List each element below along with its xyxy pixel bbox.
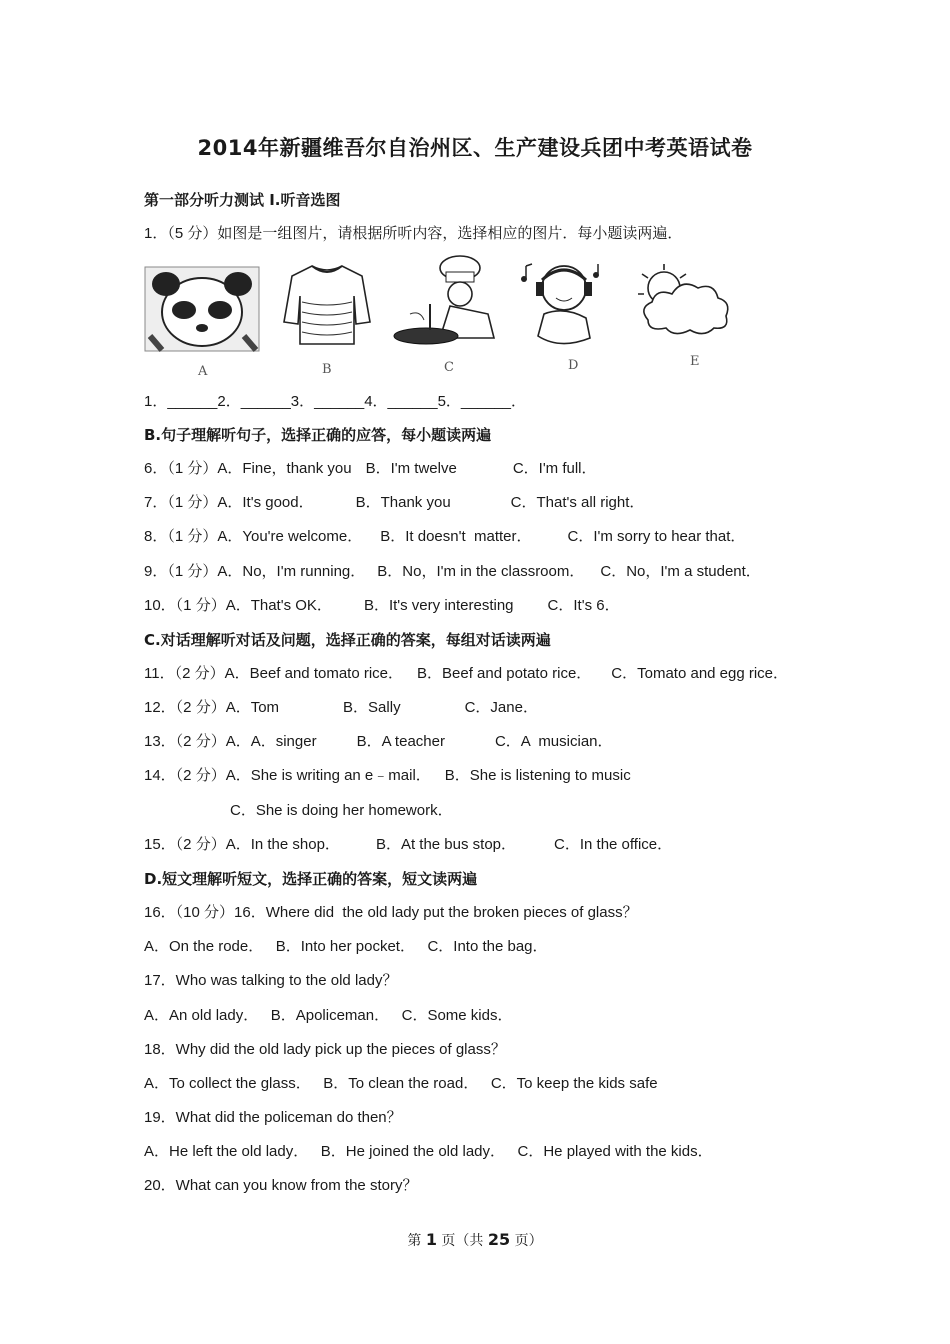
question-19: 19．What did the policeman do then？ (144, 1109, 402, 1126)
picture-label-b: B (322, 362, 332, 377)
footer-middle: 页（共 (436, 1233, 488, 1249)
option-c: C．In the office． (554, 836, 673, 853)
question-8 (144, 527, 745, 547)
picture-label-c: C (444, 360, 454, 375)
question-stem: 11．（2 分） (144, 665, 225, 682)
option-b: B．I'm twelve (365, 460, 457, 477)
footer-prefix: 第 (407, 1233, 426, 1249)
option-b: B．Thank you (355, 494, 451, 511)
answer-blanks: 1．______2．______3．______4．______5．______． (144, 393, 526, 410)
question-stem: 9．（1 分） (144, 563, 218, 580)
question-16-options: A．On the rode． B．Into her pocket． C．Into the bag． (144, 938, 548, 955)
option-b: B．Beef and potato rice． (417, 665, 592, 682)
option-b: B．She is listening to music (444, 767, 631, 784)
option-a: A．Beef and tomato rice． (224, 665, 404, 682)
section-heading-c: C.对话理解听对话及问题，选择正确的答案，每组对话读两遍 (144, 631, 551, 649)
option-b: B．It doesn't matter． (380, 528, 532, 545)
section-heading-b: B.句子理解听句子，选择正确的应答，每小题读两遍 (144, 426, 492, 444)
option-c: C．That's all right． (510, 494, 645, 511)
question-20: 20．What can you know from the story？ (144, 1177, 418, 1194)
option-b: B．It's very interesting (363, 597, 514, 614)
music-listener-icon (520, 258, 610, 350)
option-c: C．No，I'm a student． (600, 563, 761, 580)
option-a: A．A．singer (225, 733, 317, 750)
footer-suffix: 页） (510, 1233, 543, 1249)
question-stem: 12．（2 分） (144, 699, 226, 716)
question-stem: 14．（2 分） (144, 767, 226, 784)
question-7 (144, 493, 644, 513)
option-c: C．It's 6． (547, 597, 620, 614)
option-a: A．Fine，thank you (217, 460, 352, 477)
question-15 (144, 835, 672, 855)
question-16: 16．（10 分）16．Where did the old lady put the broken pieces of glass？ (144, 904, 638, 921)
section-heading-d: D.短文理解听短文，选择正确的答案，短文读两遍 (144, 870, 478, 888)
page-title: 2014年新疆维吾尔自治州区、生产建设兵团中考英语试卷 (197, 136, 753, 160)
option-a: A．It's good． (217, 494, 314, 511)
question-stem: 10．（1 分） (144, 597, 226, 614)
question-13 (144, 732, 613, 752)
question-19-options: A．He left the old lady． B．He joined the old lady． C．He played with the kids． (144, 1143, 713, 1160)
question-10 (144, 596, 620, 616)
page-footer (0, 1230, 950, 1250)
picture-label-d: D (568, 358, 579, 373)
option-b: B．A teacher (356, 733, 445, 750)
picture-label-a: A (198, 364, 208, 379)
option-a: A．In the shop． (225, 836, 340, 853)
option-c: C．A musician． (494, 733, 613, 750)
option-c: C．Tomato and egg rice． (611, 665, 789, 682)
question-18: 18．Why did the old lady pick up the pieces of glass？ (144, 1041, 506, 1058)
question-9 (144, 562, 761, 582)
chef-cooking-icon (390, 254, 500, 350)
option-b: B．Sally (343, 699, 401, 716)
question-6 (144, 459, 597, 479)
option-a: A．She is writing an e﹣mail． (225, 767, 431, 784)
option-b: B．At the bus stop． (375, 836, 517, 853)
panda-icon (144, 266, 260, 352)
question-17: 17．Who was talking to the old lady？ (144, 972, 398, 989)
option-a: A．That's OK． (225, 597, 332, 614)
section-heading-listening: 第一部分听力测试 I.听音选图 (144, 191, 341, 209)
picture-row (144, 254, 744, 380)
question-stem: 8．（1 分） (144, 528, 218, 545)
question-stem: 13．（2 分） (144, 733, 226, 750)
question-18-options: A．To collect the glass． B．To clean the road． C．To keep the kids safe (144, 1075, 658, 1092)
option-a: A．Tom (225, 699, 280, 716)
question-12 (144, 698, 538, 718)
question-stem: 7．（1 分） (144, 494, 218, 511)
option-a: A．You're welcome． (217, 528, 363, 545)
sun-cloud-icon (634, 264, 734, 340)
sweater-icon (282, 262, 372, 348)
option-a: A．No，I'm running． (217, 563, 366, 580)
option-c: C．I'm full． (512, 460, 597, 477)
question-stem: 15．（2 分） (144, 836, 226, 853)
page-total: 25 (487, 1230, 511, 1249)
page-number: 1 (425, 1230, 437, 1249)
question-1: 1．（5 分）如图是一组图片，请根据所听内容，选择相应的图片．每小题读两遍． (144, 225, 683, 242)
question-14 (144, 766, 631, 786)
question-14-option-c: C．She is doing her homework． (230, 802, 453, 819)
option-c: C．Jane． (464, 699, 538, 716)
question-11 (144, 664, 788, 684)
question-17-options: A．An old lady． B．Apoliceman． C．Some kids． (144, 1007, 513, 1024)
option-c: C．I'm sorry to hear that． (567, 528, 746, 545)
picture-label-e: E (690, 354, 700, 369)
option-b: B．No，I'm in the classroom． (377, 563, 585, 580)
question-stem: 6．（1 分） (144, 460, 218, 477)
